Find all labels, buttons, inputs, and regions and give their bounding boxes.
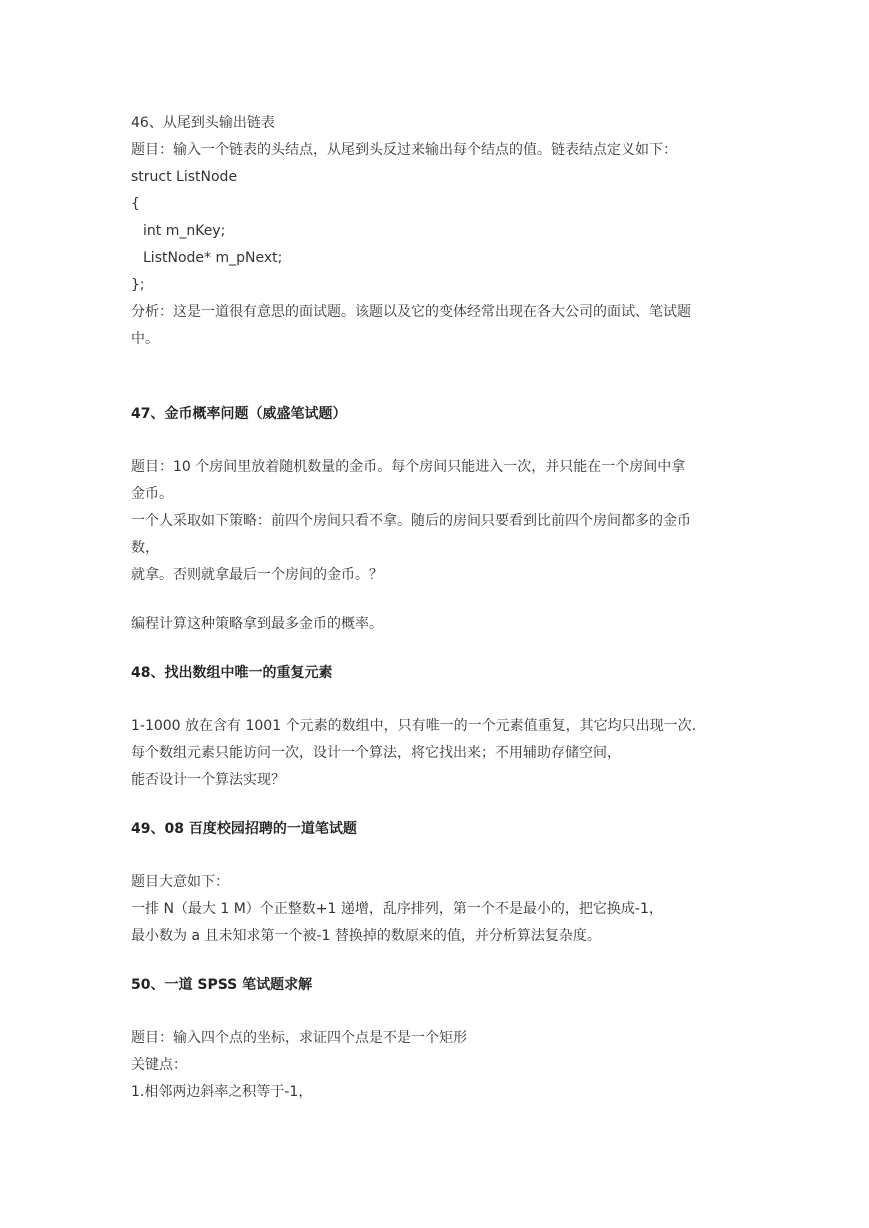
q48-line: 能否设计一个算法实现？ [131, 772, 285, 788]
q49-line: 题目大意如下： [131, 874, 229, 890]
q47-line: 金币。 [131, 486, 173, 502]
q46-line: 分析：这是一道很有意思的面试题。该题以及它的变体经常出现在各大公司的面试、笔试题 [131, 304, 691, 320]
q47-line: 编程计算这种策略拿到最多金币的概率。 [131, 616, 383, 632]
q48-line: 1-1000 放在含有 1001 个元素的数组中，只有唯一的一个元素值重复，其它均只出现一次. [131, 718, 697, 734]
q47-line: 一个人采取如下策略：前四个房间只看不拿。随后的房间只要看到比前四个房间都多的金币 [131, 513, 691, 529]
q49-title: 49、08 百度校园招聘的一道笔试题 [131, 821, 357, 837]
q48-title: 48、找出数组中唯一的重复元素 [131, 665, 333, 681]
q47-line: 题目：10 个房间里放着随机数量的金币。每个房间只能进入一次，并只能在一个房间中拿 [131, 459, 686, 475]
document-page [131, 110, 751, 1106]
q50-line: 关键点： [131, 1057, 187, 1073]
spacer [131, 589, 751, 611]
spacer [131, 950, 751, 972]
q47-line: 数， [131, 540, 159, 556]
q46-code-line: }; [131, 277, 145, 293]
q49-line: 一排 N（最大 1 M）个正整数+1 递增，乱序排列，第一个不是最小的，把它换成-1， [131, 901, 663, 917]
q46-code-line: ListNode* m_pNext; [143, 250, 283, 266]
q50-line: 题目：输入四个点的坐标，求证四个点是不是一个矩形 [131, 1030, 467, 1046]
spacer [131, 843, 751, 869]
spacer [131, 794, 751, 816]
q46-code-line: { [131, 196, 140, 212]
q46-code-line: int m_nKey; [143, 223, 226, 239]
spacer [131, 999, 751, 1025]
spacer [131, 428, 751, 454]
spacer [131, 638, 751, 660]
q48-line: 每个数组元素只能访问一次，设计一个算法，将它找出来；不用辅助存储空间， [131, 745, 621, 761]
spacer [131, 687, 751, 713]
q47-title: 47、金币概率问题（威盛笔试题） [131, 406, 347, 422]
q47-line: 就拿。否则就拿最后一个房间的金币。？ [131, 567, 383, 583]
q46-code-line: struct ListNode [131, 169, 238, 185]
q46-line: 题目：输入一个链表的头结点，从尾到头反过来输出每个结点的值。链表结点定义如下： [131, 142, 677, 158]
q46-title: 46、从尾到头输出链表 [131, 115, 275, 131]
q50-title: 50、一道 SPSS 笔试题求解 [131, 977, 313, 993]
spacer [131, 353, 751, 401]
q50-line: 1.相邻两边斜率之积等于-1， [131, 1084, 313, 1100]
q49-line: 最小数为 a 且未知求第一个被-1 替换掉的数原来的值，并分析算法复杂度。 [131, 928, 601, 944]
q46-line: 中。 [131, 331, 159, 347]
